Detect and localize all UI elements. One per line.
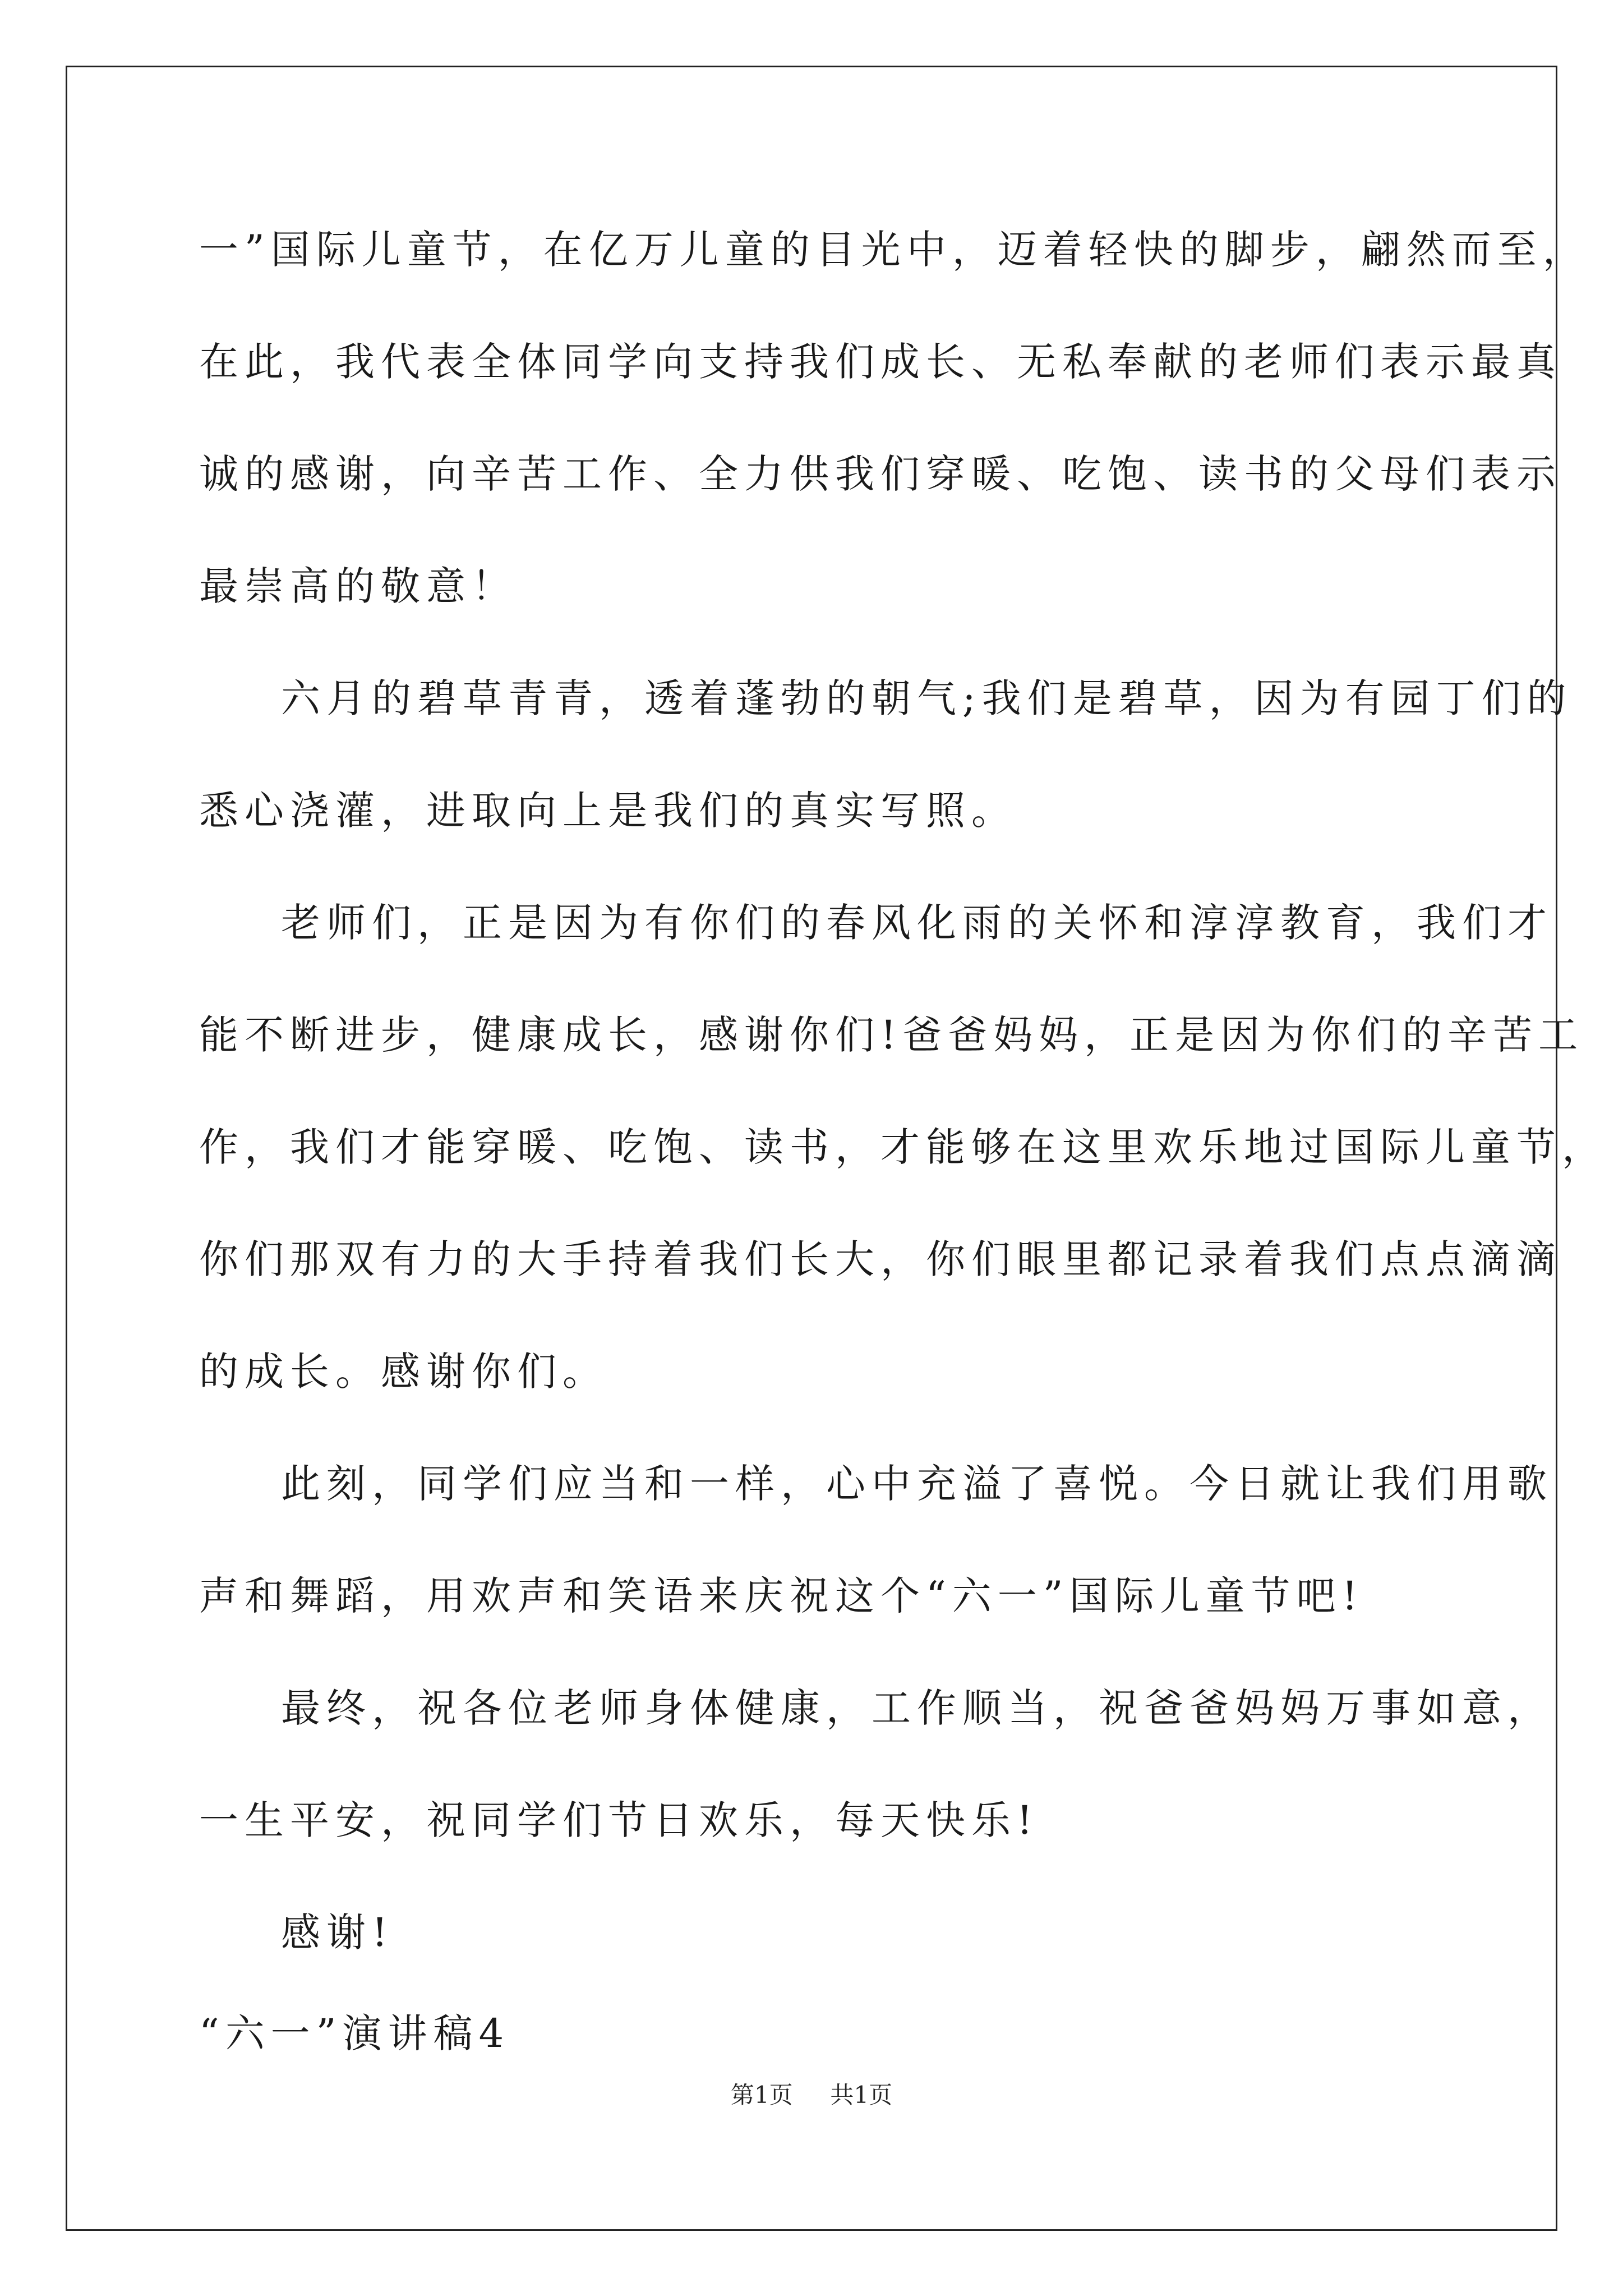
paragraph-line: 能不断进步，健康成长，感谢你们!爸爸妈妈，正是因为你们的辛苦工 xyxy=(199,1012,1584,1058)
page-number: 第1页 xyxy=(730,2081,793,2109)
paragraph-line: 老师们，正是因为有你们的春风化雨的关怀和淳淳教育，我们才 xyxy=(281,900,1553,946)
paragraph-line: 最终，祝各位老师身体健康，工作顺当，祝爸爸妈妈万事如意， xyxy=(281,1685,1553,1731)
paragraph-line: 此刻，同学们应当和一样，心中充溢了喜悦。今日就让我们用歌 xyxy=(281,1461,1553,1507)
paragraph-line: 一生平安，祝同学们节日欢乐，每天快乐! xyxy=(199,1797,1039,1843)
section-heading: “六一”演讲稿4 xyxy=(199,2010,510,2056)
page-total: 共1页 xyxy=(830,2081,893,2109)
paragraph-line: 六月的碧草青青，透着蓬勃的朝气;我们是碧草，因为有园丁们的 xyxy=(281,675,1573,721)
paragraph-line: 一”国际儿童节，在亿万儿童的目光中，迈着轻快的脚步，翩然而至， xyxy=(199,227,1588,273)
paragraph-line: 作，我们才能穿暖、吃饱、读书，才能够在这里欢乐地过国际儿童节， xyxy=(199,1124,1607,1170)
paragraph-line: 感谢! xyxy=(281,1910,394,1955)
paragraph-line: 声和舞蹈，用欢声和笑语来庆祝这个“六一”国际儿童节吧! xyxy=(199,1573,1364,1619)
paragraph-line: 最崇高的敬意！ xyxy=(199,563,517,609)
paragraph-line: 悉心浇灌，进取向上是我们的真实写照。 xyxy=(199,788,1017,834)
paragraph-line: 诚的感谢，向辛苦工作、全力供我们穿暖、吃饱、读书的父母们表示 xyxy=(199,451,1562,497)
paragraph-line: 你们那双有力的大手持着我们长大，你们眼里都记录着我们点点滴滴 xyxy=(199,1236,1562,1282)
page-footer xyxy=(0,2078,1623,2112)
paragraph-line: 在此，我代表全体同学向支持我们成长、无私奉献的老师们表示最真 xyxy=(199,339,1562,385)
paragraph-line: 的成长。感谢你们。 xyxy=(199,1349,608,1395)
